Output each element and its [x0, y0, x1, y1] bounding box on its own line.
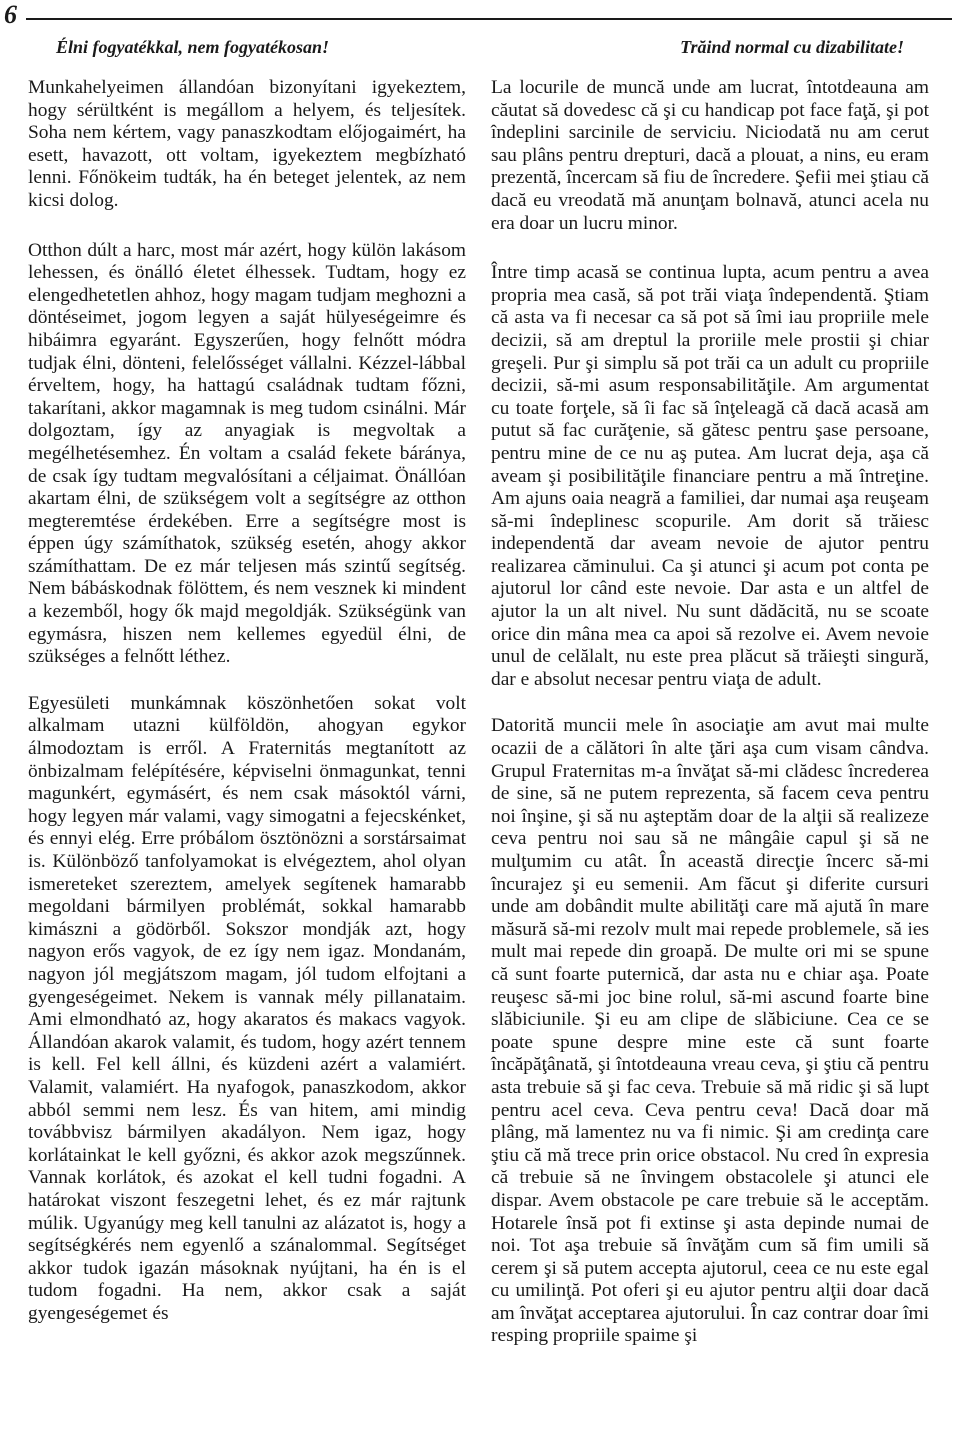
header-title-romanian: Trăind normal cu dizabilitate!	[680, 37, 904, 57]
hungarian-paragraph-2: Otthon dúlt a harc, most már azért, hogy külön lakásom lehessen, és önálló életet élhessek. Tudtam, hogy ez elengedhetetlen ahhoz, hogy magam tudjam meghozni a döntéseimet, jogom legyen a saját hülyeségeimre és hibáimra egyaránt. Egyszerűen, hogy felnőtt módra tudjak élni, dönteni, felelősséget vállalni. Kézzel-lábbal érveltem, hogy, ha hattagú családnak tudtam főzni, takarítani, akkor magamnak is meg tudom csinálni. Már dolgoztam, így az anyagiak is megvoltak a megélhetésemhez. Én voltam a család fekete báránya, de csak így tudtam megvalósítani a céljaimat. Önállóan akartam élni, de szükségem volt a segítségre az otthon megteremtése érdekében. Erre a segítségre most is éppen úgy számíthatok, szükség esetén, ahogy akkor számíthattam. De ez már teljesen más szintű segítség. Nem bábáskodnak fölöttem, és nem vesznek ki mindent a kezemből, hogy ők majd megoldják. Szükségünk van egymásra, hiszen nem kellemes egyedül élni, de szükséges a felnőtt léthez.	[28, 239, 466, 668]
hungarian-paragraph-3: Egyesületi munkámnak köszönhetően sokat volt alkalmam utazni külföldön, ahogyan egykor álmodoztam is erről. A Fraternitás megtanított az önbizalmam felépítésére, képviselni önmagunkat, tenni magunkért, egymásért, és nem csak másoktól várni, hogy legyen már valami, vagy simogatni a fejecskénket, és ennyi elég. Erre próbálom ösztönözni a sorstársaimat is. Különböző tanfolyamokat is elvégeztem, ahol olyan ismereteket szereztem, amelyek segítenek hamarabb megoldani bármilyen problémát, sokkal hamarabb kimászni a gödörből. Sokszor mondják azt, hogy nagyon erős vagyok, de ez így nem igaz. Mondanám, nagyon jól megjátszom magam, jól tudom elfojtani a gyengeségeimet. Nekem is vannak mély pillanataim. Ami elmondható az, hogy akaratos és makacs vagyok. Állandóan akarok valamit, és tudom, hogy azért tennem is kell. Fel kell állni, és küzdeni azért a valamiért. Valamit, valamiért. Ha nyafogok, panaszkodom, akkor abból semmi nem lesz. És van hitem, ami mindig továbbvisz bármilyen akadályon. Nem igaz, hogy korlátainkat le kell győzni, és akkor azok megszűnnek. Vannak korlátok, és azokat el kell tudni fogadni. A határokat viszont feszegetni lehet, és ez már rajtunk múlik. Ugyanúgy meg kell tanulni az alázatot is, hogy a segítségkérés nem egyenlő a szánalommal. Segítséget akkor tudok igazán másoknak nyújtani, ha én is el tudom fogadni. Ha nem, akkor csak a saját gyengeségemet és	[28, 692, 466, 1324]
hungarian-paragraph-1: Munkahelyeimen állandóan bizonyítani igyekeztem, hogy sérültként is megállom a helyem, és teljesítek. Soha nem kértem, vagy panaszkodtam előjogaimért, ha esett, havazott, ott voltam, igyekeztem megbízható lenni. Főnökeim tudták, ha én beteget jelentek, az nem kicsi dolog.	[28, 77, 466, 211]
romanian-paragraph-1: La locurile de muncă unde am lucrat, întotdeauna am căutat să dovedesc că şi cu handicap pot face faţă, şi pot îndeplini sarcinile de serviciu. Niciodată nu am cerut sau plâns pentru drepturi, dacă a plouat, a nins, eu eram prezentă, încercam să fiu de încredere. Şefii mei ştiau că dacă eu vreodată mă anunţam bolnavă, atunci acela nu era doar un lucru minor.	[491, 77, 929, 234]
header-rule	[26, 18, 952, 20]
page-number: 6	[4, 0, 17, 29]
romanian-paragraph-3: Datorită muncii mele în asociaţie am avut mai multe ocazii de a călători în alte ţări aşa cum visam cândva. Grupul Fraternitas m-a învăţat să-mi clădesc încrederea de sine, să ne putem reprezenta, să facem ceva pentru noi înşine, şi să nu aşteptăm doar de la alţii să realizeze ceva pentru noi sau să ne mângâie capul şi să ne mulţumim cu atât. În această direcţie încerc să-mi încurajez şi eu semenii. Am făcut şi diferite cursuri unde am dobândit multe abilităţi care mă ajută în mare măsură să-mi rezolv mult mai repede problemele, să ies mult mai repede din groapă. De multe ori mi se spune că sunt foarte puternică, dar asta nu e chiar aşa. Poate reuşesc să-mi joc bine rolul, să-mi ascund foarte bine slăbiciunile. Şi eu am clipe de slăbiciune. Cea ce se poate spune despre mine este că sunt foarte încăpăţânată, şi întotdeauna vreau ceva, şi ştiu că pentru asta trebuie să şi fac ceva. Trebuie să mă ridic şi să lupt pentru acel ceva. Ceva pentru ceva! Dacă doar mă plâng, mă lamentez nu va fi nimic. Şi am credinţa care ştiu că mă trece prin orice obstacol. Nu cred în expresia că trebuie să ne învingem obstacolele şi atunci ele dispar. Avem obstacole pe care trebuie să le acceptăm. Hotarele însă pot fi extinse şi asta depinde numai de noi. Tot aşa trebuie să învăţăm cum să fim umili să cerem şi să putem accepta ajutorul, ceea ce nu este egal cu umilinţă. Pot oferi şi eu ajutor pentru alţii doar dacă am învăţat acceptarea ajutorului. În caz contrar doar îmi resping propriile spaime şi	[491, 715, 929, 1347]
hungarian-text-column	[28, 77, 466, 1325]
header-title-hungarian: Élni fogyatékkal, nem fogyatékosan!	[56, 37, 329, 57]
romanian-text-column	[491, 77, 929, 1348]
romanian-paragraph-2: Între timp acasă se continua lupta, acum pentru a avea propria mea casă, să pot trăi viaţa îndependentă. Ştiam că asta va fi necesar ca să pot să îmi iau propriile mele decizii, să am dreptul la proriile mele prostii şi chiar greşeli. Pur şi simplu să pot trăi ca un adult cu propriile decizii, să-mi asum responsabilităţile. Am argumentat cu toate forţele, să îi fac să înţeleagă că dacă acasă am putut să fac curăţenie, să gătesc pentru şase persoane, pentru mine de ce nu aş putea. Am lucrat deja, aşa că aveam şi posibilităţile financiare pentru a mă întreţine. Am ajuns oaia neagră a familiei, dar numai aşa reuşeam să-mi îndeplinesc scopurile. Am dorit să trăiesc independentă dar aveam nevoie de ajutor pentru realizarea căminului. Ca şi atunci şi acum pot conta pe ajutorul lor când este nevoie. Dar asta e un altfel de ajutor la un alt nivel. Nu sunt dădăcită, nu se scoate orice din mâna mea ca apoi să rezolve ei. Avem nevoie unul de celălalt, nu este prea plăcut să trăieşti singură, dar e absolut necesar pentru viaţa de adult.	[491, 262, 929, 690]
